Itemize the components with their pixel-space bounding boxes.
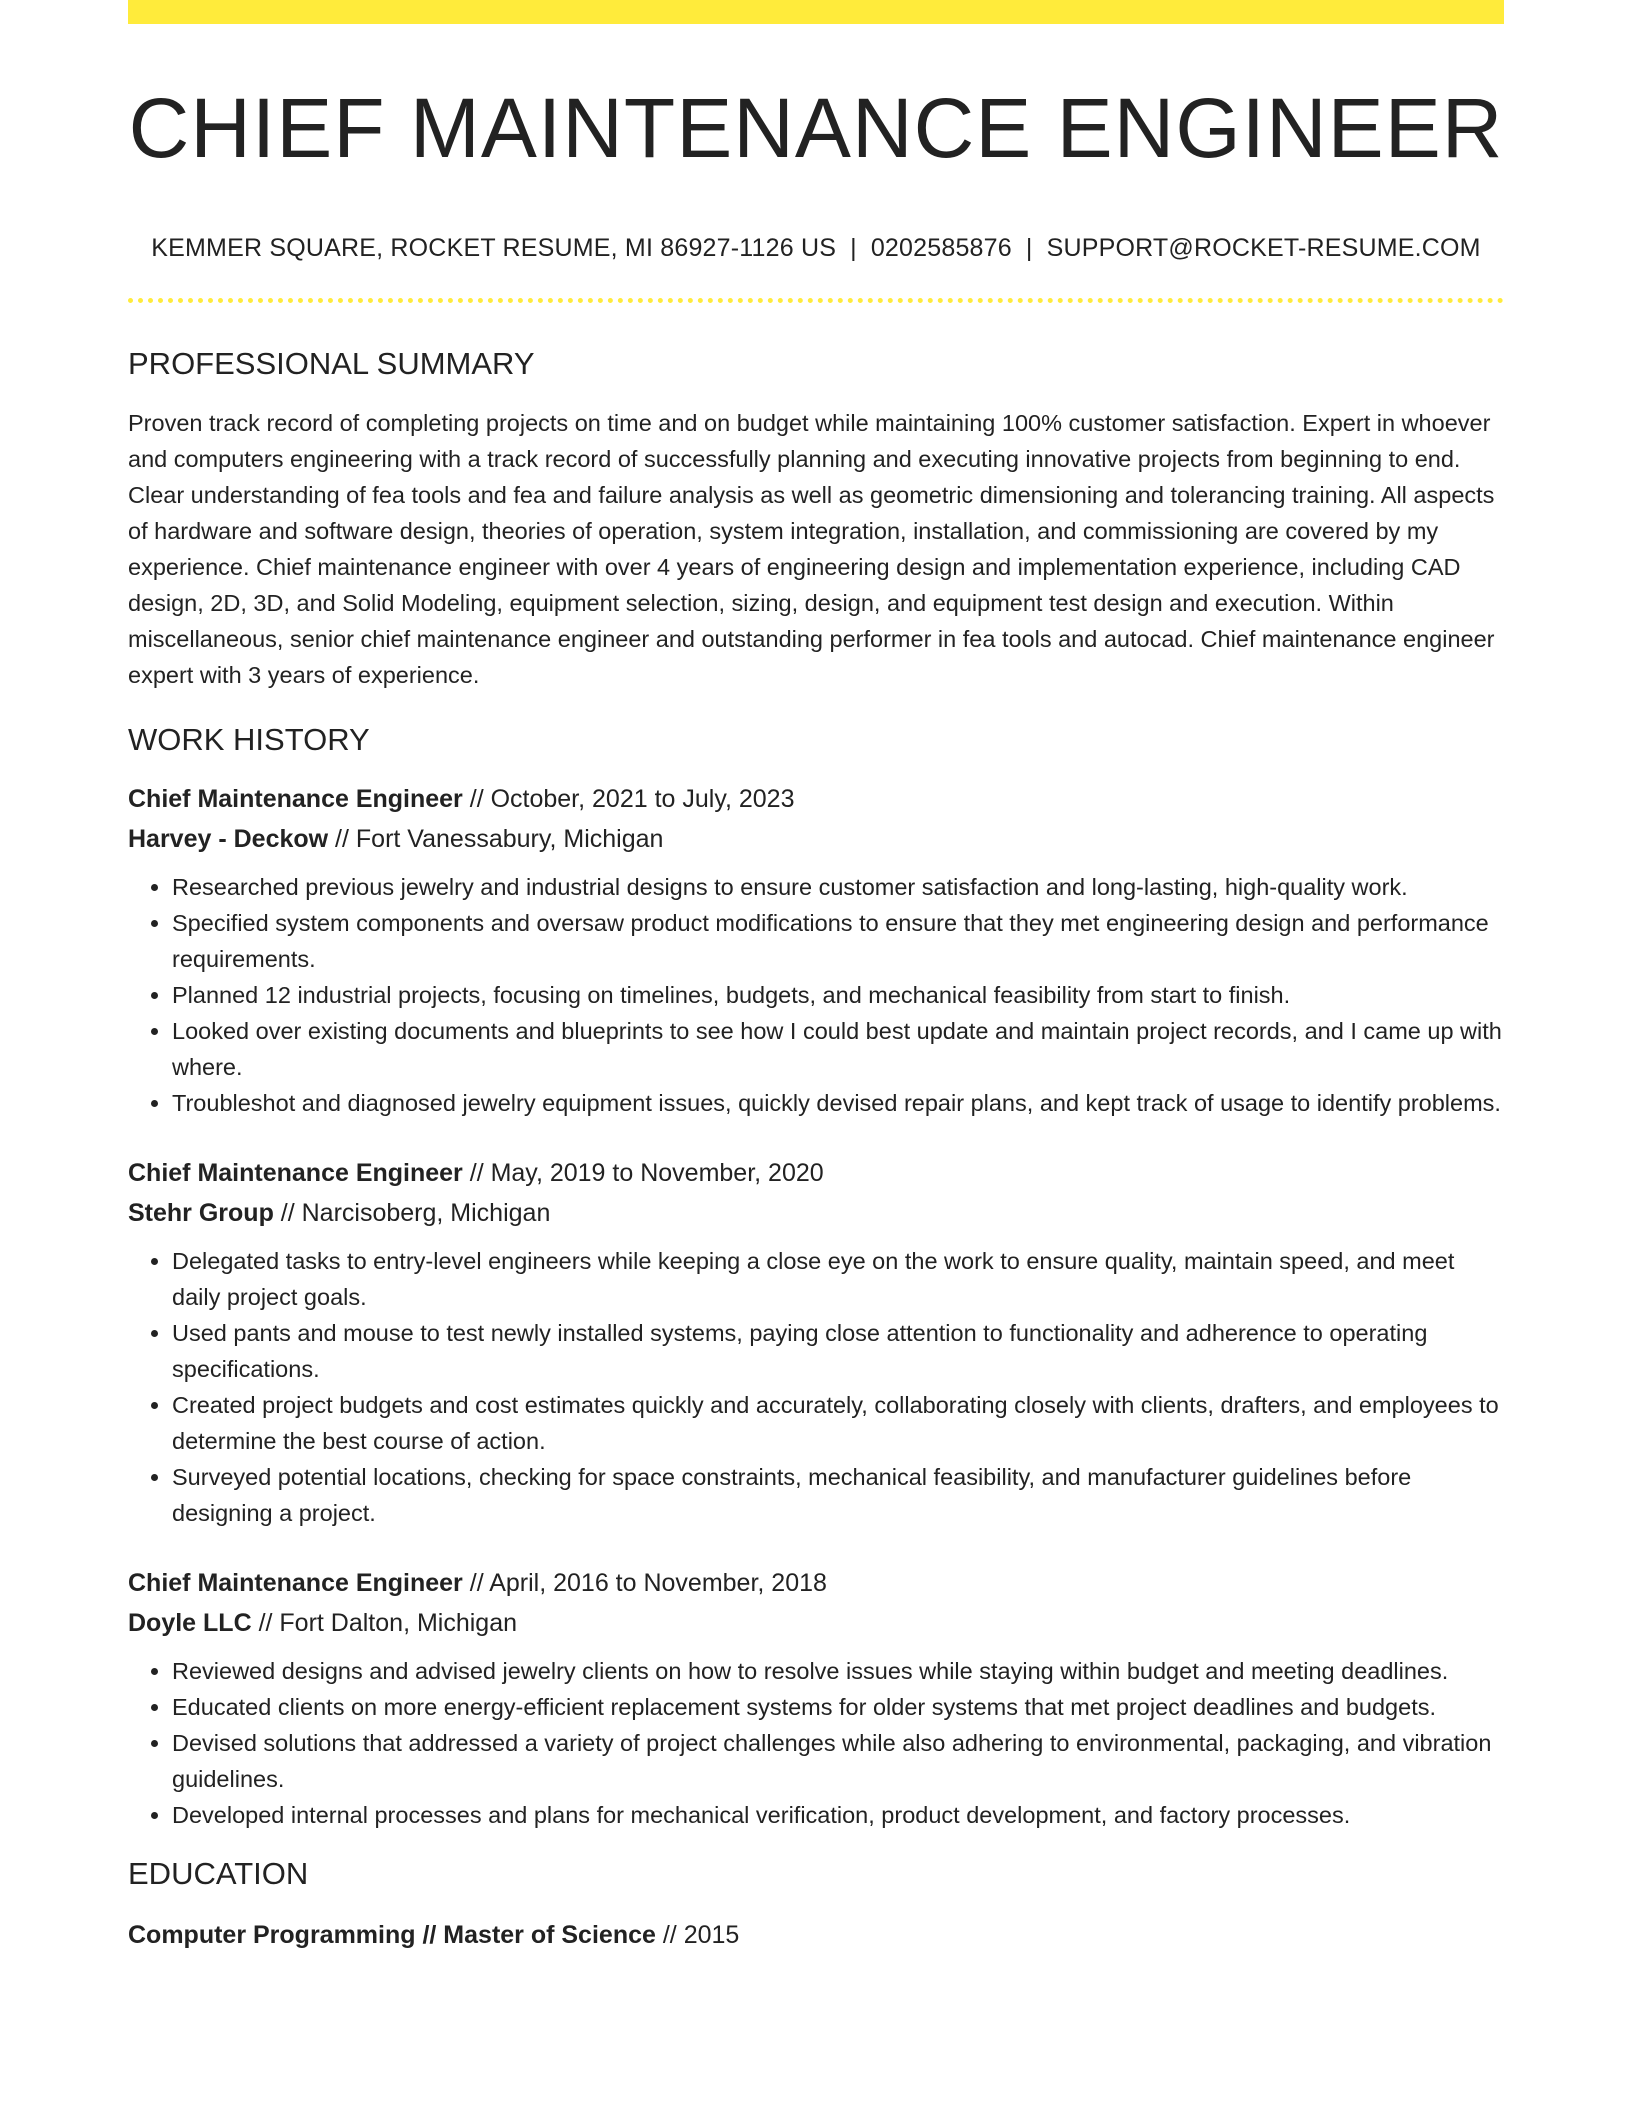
- contact-line: [128, 234, 1504, 263]
- contact-phone: 0202585876: [870, 234, 1012, 262]
- list-item: • Looked over existing documents and blueprints to see how I could best update and maintain project records, and I came up with where.: [172, 1013, 1504, 1085]
- list-item: • Troubleshot and diagnosed jewelry equipment issues, quickly devised repair plans, and kept track of usage to identify problems.: [172, 1085, 1504, 1121]
- summary-text: Proven track record of completing projects on time and on budget while maintaining 100% customer satisfaction. Expert in whoever and computers engineering with a track record of successfully planning and executing innovative projects from beginning to end. Clear understanding of fea tools and fea and failure analysis as well as geometric dimensioning and tolerancing training. All aspects of hardware and software design, theories of operation, system integration, installation, and commissioning are covered by my experience. Chief maintenance engineer with over 4 years of engineering design and implementation experience, including CAD design, 2D, 3D, and Solid Modeling, equipment selection, sizing, design, and equipment test design and execution. Within miscellaneous, senior chief maintenance engineer and outstanding performer in fea tools and autocad. Chief maintenance engineer expert with 3 years of experience.: [128, 410, 1495, 689]
- job-company-line: [128, 819, 1504, 859]
- job-company-line: [128, 1193, 1504, 1233]
- education-entry: [128, 1915, 1504, 1955]
- job-dates: // October, 2021 to July, 2023: [462, 785, 795, 814]
- job-company: Stehr Group: [128, 1199, 274, 1228]
- work-history-heading: WORK HISTORY: [128, 722, 370, 758]
- contact-email: SUPPORT@ROCKET-RESUME.COM: [1046, 234, 1481, 262]
- list-item: • Planned 12 industrial projects, focusing on timelines, budgets, and mechanical feasibility from start to finish.: [172, 977, 1504, 1013]
- job-bullets: [128, 1243, 1504, 1531]
- education-heading: EDUCATION: [128, 1856, 309, 1892]
- job-role: Chief Maintenance Engineer: [128, 785, 463, 814]
- job-location: // Fort Dalton, Michigan: [251, 1609, 518, 1638]
- dotted-divider: [128, 298, 1504, 303]
- job-bullets: [128, 869, 1504, 1121]
- contact-separator: |: [850, 234, 857, 262]
- list-item: • Devised solutions that addressed a variety of project challenges while also adhering to environmental, packaging, and vibration guidelines.: [172, 1725, 1504, 1797]
- job-entry: [128, 1153, 1504, 1531]
- page-title: CHIEF MAINTENANCE ENGINEER: [128, 81, 1504, 175]
- job-role: Chief Maintenance Engineer: [128, 1159, 463, 1188]
- resume-page: [128, 0, 1504, 1955]
- accent-bar: [128, 0, 1504, 24]
- job-title-line: [128, 1153, 1504, 1193]
- contact-address: KEMMER SQUARE, ROCKET RESUME, MI 86927-1126 US: [151, 234, 837, 262]
- job-location: // Narcisoberg, Michigan: [273, 1199, 551, 1228]
- job-dates: // April, 2016 to November, 2018: [462, 1569, 827, 1598]
- summary-heading: PROFESSIONAL SUMMARY: [128, 346, 535, 381]
- job-title-line: [128, 779, 1504, 819]
- list-item: • Surveyed potential locations, checking for space constraints, mechanical feasibility, and manufacturer guidelines before designing a project.: [172, 1459, 1504, 1531]
- job-company: Harvey - Deckow: [128, 825, 329, 854]
- job-entry: [128, 779, 1504, 1121]
- list-item: • Specified system components and oversaw product modifications to ensure that they met engineering design and performance requirements.: [172, 905, 1504, 977]
- list-item: • Educated clients on more energy-efficient replacement systems for older systems that met project deadlines and budgets.: [172, 1689, 1504, 1725]
- education-degree: Computer Programming // Master of Science: [128, 1921, 656, 1950]
- job-title-line: [128, 1563, 1504, 1603]
- contact-separator: |: [1025, 234, 1033, 262]
- list-item: • Used pants and mouse to test newly installed systems, paying close attention to functionality and adherence to operating specifications.: [172, 1315, 1504, 1387]
- job-role: Chief Maintenance Engineer: [128, 1569, 463, 1598]
- list-item: • Created project budgets and cost estimates quickly and accurately, collaborating closely with clients, drafters, and employees to determine the best course of action.: [172, 1387, 1504, 1459]
- list-item: • Developed internal processes and plans for mechanical verification, product development, and factory processes.: [172, 1797, 1504, 1833]
- job-dates: // May, 2019 to November, 2020: [462, 1159, 824, 1188]
- list-item: • Reviewed designs and advised jewelry clients on how to resolve issues while staying within budget and meeting deadlines.: [172, 1653, 1504, 1689]
- education-year: // 2015: [655, 1921, 740, 1950]
- list-item: • Delegated tasks to entry-level engineers while keeping a close eye on the work to ensure quality, maintain speed, and meet daily project goals.: [172, 1243, 1504, 1315]
- job-entry: [128, 1563, 1504, 1833]
- list-item: • Researched previous jewelry and industrial designs to ensure customer satisfaction and long-lasting, high-quality work.: [172, 869, 1504, 905]
- job-location: // Fort Vanessabury, Michigan: [328, 825, 664, 854]
- job-company: Doyle LLC: [128, 1609, 252, 1638]
- job-bullets: [128, 1653, 1504, 1833]
- job-company-line: [128, 1603, 1504, 1643]
